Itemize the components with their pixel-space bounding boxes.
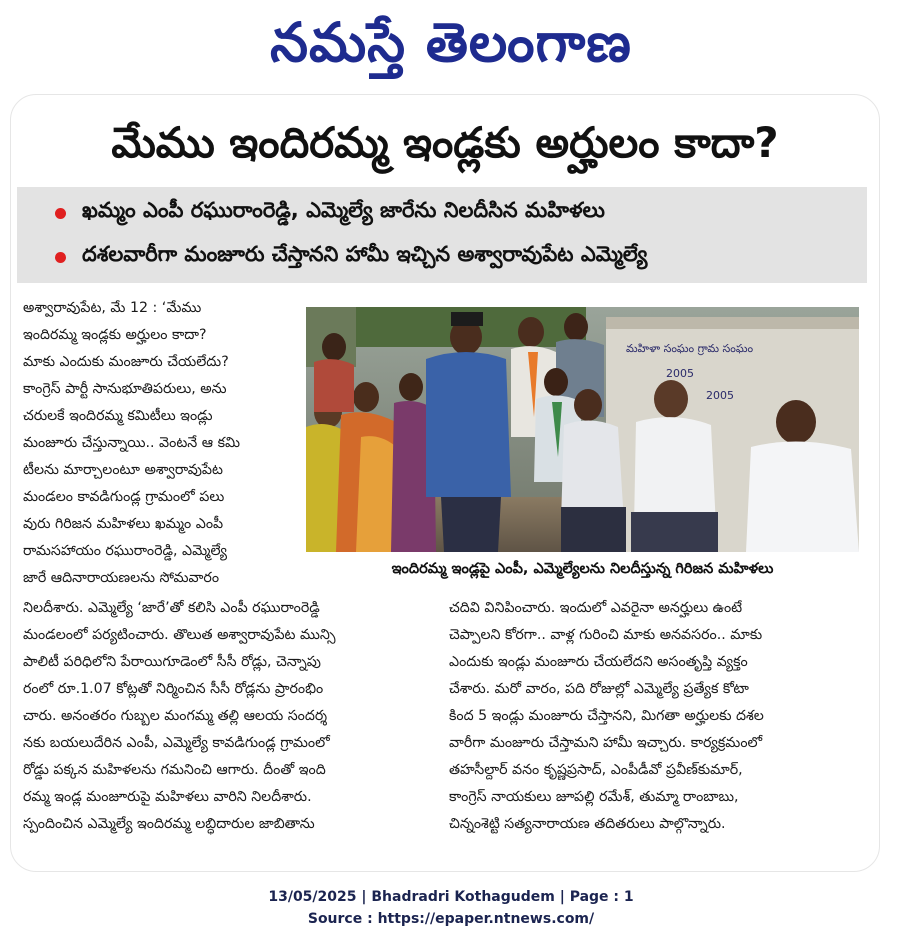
article-line: మంజూరు చేస్తున్నాయి.. వెంటనే ఆ కమి [23,435,240,451]
news-photo [306,307,859,552]
masthead [0,2,902,84]
bullet-icon [55,252,66,263]
page-footer [0,886,902,930]
article-line: మాకు ఎందుకు మంజూరు చేయలేదు? [23,354,229,370]
wall-text-1: మహిళా సంఘం గ్రామ సంఘం [626,342,754,355]
headline-text: మేము ఇందిరమ్మ ఇండ్లకు అర్హులం కాదా? [111,118,779,167]
article-line: రోడ్డు పక్కన మహిళలను గమనించి ఆగారు. దీంతో ఇంది [23,762,326,778]
article-line: మండలంలో పర్యటించారు. తొలుత అశ్వారావుపేట మున్సి [23,627,336,643]
subheadline-2: దశలవారీగా మంజూరు చేస్తానని హామీ ఇచ్చిన అశ్వారావుపేట ఎమ్మెల్యే [55,237,647,277]
article-line: పాలిటీ పరిధిలోని పేరాయిగూడెంలో సీసీ రోడ్లు, చెన్నాపు [23,654,321,670]
article-line: చిన్నంశెట్టి సత్యనారాయణ తదితరులు పాల్గొన్నారు. [449,816,726,832]
article-line: జారే ఆదినారాయణలను సోమవారం [23,570,220,586]
article-line: చరులకే ఇందిరమ్మ కమిటీలు ఇండ్లు [23,408,213,424]
article-line: రామసహాయం రఘురాంరెడ్డి, ఎమ్మెల్యే [23,543,228,559]
wall-text-3: 2005 [706,389,734,402]
article-line: కాంగ్రెస్ నాయకులు జూపల్లి రమేశ్, తుమ్మా రాంబాబు, [449,789,739,805]
footer-source-link[interactable]: Source : https://epaper.ntnews.com/ [307,911,595,927]
article-line: కింద 5 ఇండ్లు మంజూరు చేస్తానని, మిగతా అర్హులకు దశల [449,708,764,724]
subheadline-1: ఖమ్మం ఎంపీ రఘురాంరెడ్డి, ఎమ్మెల్యే జారేను నిలదీసిన మహిళలు [55,193,605,233]
photo-illustration [306,307,859,552]
wall-text-2: 2005 [666,367,694,380]
article-line: మండలం కావడిగుండ్ల గ్రామంలో పలు [23,489,225,505]
article-line: నిలదీశారు. ఎమ్మెల్యే ‘జారే’తో కలిసి ఎంపీ రఘురాంరెడ్డి [23,600,320,616]
article-line: రంలో రూ.1.07 కోట్లతో నిర్మించిన సీసీ రోడ్లను ప్రారంభిం [23,681,324,697]
article-line: ఇందిరమ్మ ఇండ్లకు అర్హులం కాదా? [23,327,207,343]
article-line: టీలను మార్చాలంటూ అశ్వారావుపేట [23,462,223,478]
article-line: కాంగ్రెస్ పార్టీ సానుభూతిపరులు, అను [23,381,227,397]
article-line: తహసీల్దార్ వనం కృష్ణప్రసాద్, ఎంపీడీవో ప్రవీణ్‌కుమార్, [449,762,743,778]
news-clipping [10,94,880,872]
photo-caption: ఇందిరమ్మ ఇండ్లపై ఎంపీ, ఎమ్మెల్యేలను నిలదీస్తున్న గిరిజన మహిళలు [391,561,774,577]
article-line: చేశారు. మరో వారం, పది రోజుల్లో ఎమ్మెల్యే ప్రత్యేక కోటా [449,681,749,697]
footer-date-edition: 13/05/2025 | Bhadradri Kothagudem | Page : 1 [268,889,634,905]
article-line: రమ్మ ఇండ్ల మంజూరుపై మహిళలు వారిని నిలదీశారు. [23,789,312,805]
article-line: చారు. అనంతరం గుబ్బల మంగమ్మ తల్లి ఆలయ సందర్శ [23,708,328,724]
article-line: అశ్వారావుపేట, మే 12 : ‘మేము [23,300,202,316]
article-line: చెప్పాలని కోరగా.. వాళ్ల గురించి మాకు అనవసరం.. మాకు [449,627,763,643]
masthead-title: నమస్తే తెలంగాణ [270,11,632,74]
article-line: వురు గిరిజన మహిళలు ఖమ్మం ఎంపీ [23,516,224,532]
subheadline-box [17,187,867,283]
article-line: చదివి వినిపించారు. ఇందులో ఎవరైనా అనర్హులు ఉంటే [449,600,743,616]
article-line: ఎందుకు ఇండ్లు మంజూరు చేయలేదని అసంతృప్తి వ్యక్తం [449,654,748,670]
headline [11,103,879,183]
article-line: నకు బయలుదేరిన ఎంపీ, ఎమ్మెల్యే కావడిగుండ్ల గ్రామంలో [23,735,330,751]
article-line: స్పందించిన ఎమ్మెల్యే ఇందిరమ్మ లబ్ధిదారుల జాబితాను [23,816,315,832]
bullet-icon [55,208,66,219]
article-line: వారీగా మంజూరు చేస్తామని హామీ ఇచ్చారు. కార్యక్రమంలో [449,735,763,751]
